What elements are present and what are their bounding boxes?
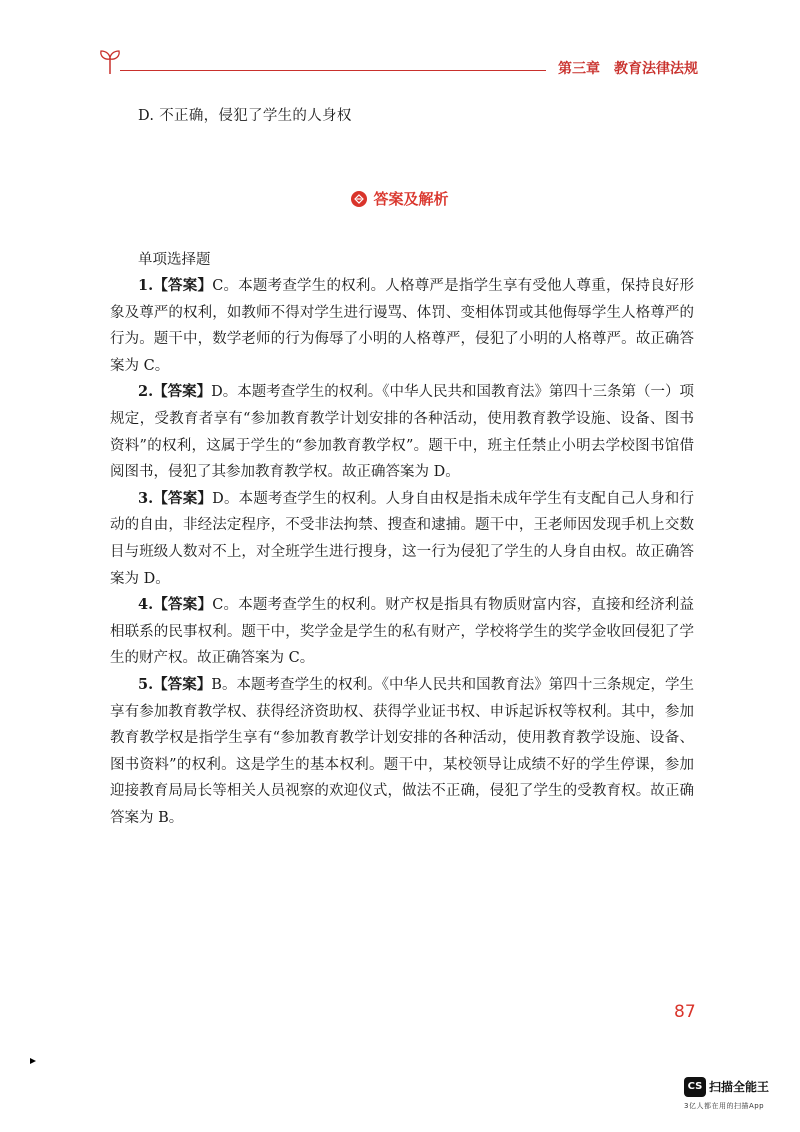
page-number: 87 (674, 1002, 696, 1022)
answer-text: D。本题考查学生的权利。《中华人民共和国教育法》第四十三条第（一）项规定，受教育者享有“参加教育教学计划安排的各种活动，使用教育教学设施、设备、图书资料”的权利，这属于学生的“参加教育教学权”。题干中，班主任禁止小明去学校图书馆借阅图书，侵犯了其参加教育教学权。故正确答案为 D。 (110, 384, 695, 481)
answer-head: 5.【答案】 (138, 675, 212, 693)
answer-item (110, 486, 694, 592)
sprout-icon (98, 46, 122, 76)
watermark-app-name: 扫描全能王 (709, 1080, 770, 1094)
page-header (98, 44, 698, 84)
arrow-marker-icon (30, 1058, 36, 1064)
previous-question-tail: D. 不正确，侵犯了学生的人身权 (138, 108, 352, 124)
answer-item (110, 672, 694, 832)
answer-head: 3.【答案】 (138, 489, 213, 507)
answer-head: 1.【答案】 (138, 277, 213, 294)
answer-head: 4.【答案】 (138, 596, 213, 614)
answer-list (110, 273, 694, 831)
answer-text: C。本题考查学生的权利。财产权是指具有物质财富内容，直接和经济利益相联系的民事权利。题干中，奖学金是学生的私有财产，学校将学生的奖学金收回侵犯了学生的财产权。故正确答案为 C。 (110, 597, 694, 667)
answer-text: D。本题考查学生的权利。人身自由权是指未成年学生有支配自己人身和行动的自由，非经法定程序，不受非法拘禁、搜查和逮捕。题干中，王老师因发现手机上交数目与班级人数对不上，对全班学生进行搜身，这一行为侵犯了学生的人身自由权。故正确答案为 D。 (110, 490, 695, 587)
chapter-title: 第三章 教育法律法规 (558, 61, 698, 77)
camscanner-logo-icon: CS (684, 1077, 706, 1097)
watermark-tagline: 3亿人都在用的扫描App (684, 1101, 765, 1110)
scanner-watermark (684, 1076, 794, 1111)
section-heading (0, 188, 800, 209)
answer-text: B。本题考查学生的权利。《中华人民共和国教育法》第四十三条规定，学生享有参加教育教学权、获得经济资助权、获得学业证书权、申诉起诉权等权利。其中，参加教育教学权是指学生享有“参加教育教学计划安排的各种活动，使用教育教学设施、设备、图书资料”的权利。这是学生的基本权利。题干中，某校领导让成绩不好的学生停课，参加迎接教育局局长等相关人员视察的欢迎仪式，做法不正确，侵犯了学生的受教育权。故正确答案为 B。 (110, 676, 694, 826)
answer-item (110, 379, 694, 485)
question-type-label: 单项选择题 (138, 252, 211, 268)
section-title: 答案及解析 (373, 190, 449, 208)
answer-item (110, 273, 694, 379)
section-icon (351, 191, 367, 207)
answer-text: C。本题考查学生的权利。人格尊严是指学生享有受他人尊重，保持良好形象及尊严的权利，如教师不得对学生进行谩骂、体罚、变相体罚或其他侮辱学生人格尊严的行为。题干中，数学老师的行为侮辱了小明的人格尊严，侵犯了小明的人格尊严。故正确答案为 C。 (110, 278, 694, 374)
answer-head: 2.【答案】 (138, 383, 212, 401)
answer-item (110, 592, 694, 672)
header-rule (120, 70, 546, 71)
